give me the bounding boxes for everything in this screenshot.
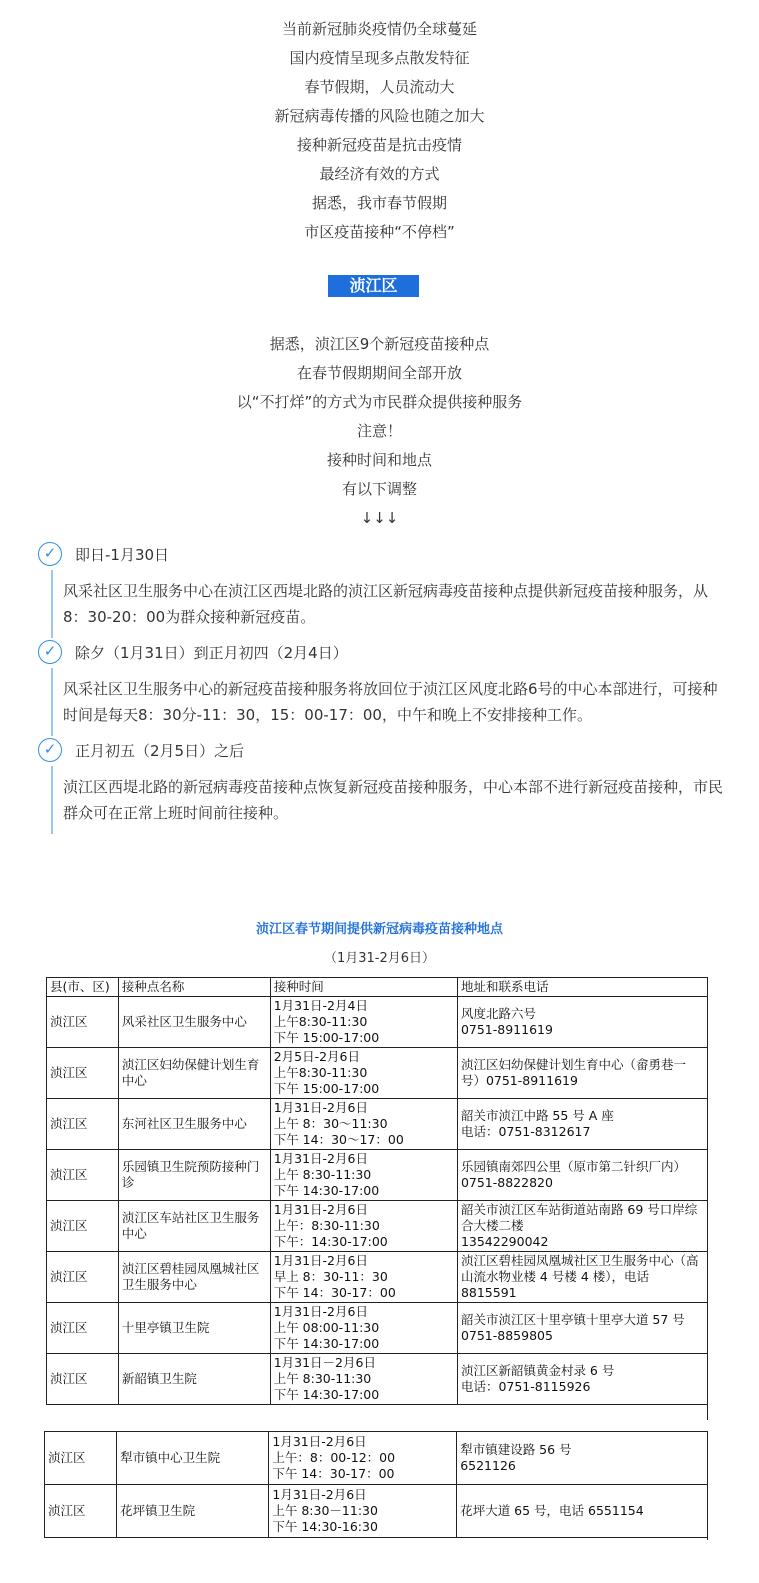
table-row <box>47 1048 708 1099</box>
district-badge: 浈江区 <box>328 275 419 297</box>
intro-line: 市区疫苗接种“不停档” <box>304 223 455 241</box>
cell-time <box>270 1201 457 1252</box>
timeline-item-title: 除夕（1月31日）到正月初四（2月4日） <box>75 644 348 662</box>
time-line: 上午 8：30～11:30 <box>273 1116 388 1131</box>
address-line: 韶关市浈江中路 55 号 A 座 <box>460 1108 614 1123</box>
cell-site-name: 风采社区卫生服务中心 <box>118 997 270 1048</box>
cell-time <box>270 1354 457 1405</box>
cell-site-name: 乐园镇卫生院预防接种门诊 <box>118 1150 270 1201</box>
table-row <box>47 1099 708 1150</box>
time-line: 上午：8：00-12：00 <box>272 1450 396 1465</box>
cell-time <box>269 1432 457 1485</box>
table-row <box>45 1432 708 1485</box>
cell-time <box>270 1048 457 1099</box>
cell-site-name: 东河社区卫生服务中心 <box>118 1099 270 1150</box>
checkmark-circle-icon: ✓ <box>38 542 62 566</box>
cell-address <box>457 1303 707 1354</box>
time-line: 1月31日-2月4日 <box>273 998 368 1013</box>
cell-time <box>270 1303 457 1354</box>
time-line: 下午：14:30-17:00 <box>273 1234 388 1249</box>
cell-county: 浈江区 <box>47 1099 119 1150</box>
address-line: 13542290042 <box>460 1234 549 1249</box>
timeline-item-title: 正月初五（2月5日）之后 <box>75 742 245 760</box>
cell-county: 浈江区 <box>45 1432 117 1485</box>
vaccination-sites-table-continued <box>44 1431 708 1538</box>
header-site-name: 接种点名称 <box>118 978 270 997</box>
vaccination-sites-table <box>46 977 708 1405</box>
table-right-edge <box>707 977 708 1420</box>
address-line: 乐园镇南郊四公里（原市第二针织厂内） <box>460 1159 686 1174</box>
schedule-timeline <box>36 540 726 834</box>
checkmark-circle-icon: ✓ <box>38 640 62 664</box>
time-line: 下午 14:30-16:30 <box>272 1519 378 1534</box>
cell-county: 浈江区 <box>47 1303 119 1354</box>
time-line: 上午8:30-11:30 <box>273 1014 368 1029</box>
cell-county: 浈江区 <box>47 1252 119 1303</box>
time-line: 下午 15:00-17:00 <box>273 1081 380 1096</box>
cell-site-name: 犁市镇中心卫生院 <box>117 1432 269 1485</box>
address-line: 韶关市浈江区十里亭镇十里亭大道 57 号 <box>460 1312 685 1327</box>
cell-county: 浈江区 <box>47 1048 119 1099</box>
address-line: 浈江区新韶镇黄金村录 6 号 <box>460 1363 615 1378</box>
table-row <box>47 1354 708 1405</box>
table-title: 浈江区春节期间提供新冠病毒疫苗接种地点 <box>255 922 503 937</box>
cell-address <box>457 1432 708 1485</box>
intro-line: 春节假期，人员流动大 <box>304 78 455 96</box>
address-line: 风度北路六号 <box>460 1006 536 1021</box>
time-line: 1月31日-2月6日 <box>273 1151 368 1166</box>
address-line: 浈江区妇幼保健计划生育中心（畲勇巷一号）0751-8911619 <box>460 1057 686 1088</box>
time-line: 1月31日-2月6日 <box>272 1434 367 1449</box>
intro-section <box>0 15 759 247</box>
time-line: 下午 15:00-17:00 <box>273 1030 380 1045</box>
time-line: 下午 14：30～17：00 <box>273 1132 404 1147</box>
table-row <box>47 1303 708 1354</box>
table-row <box>47 997 708 1048</box>
header-county: 县(市、区) <box>47 978 119 997</box>
table-row <box>45 1485 708 1538</box>
time-line: 下午 14:30-17:00 <box>273 1387 380 1402</box>
table-row <box>47 1150 708 1201</box>
cell-address <box>457 1354 707 1405</box>
cell-site-name: 花坪镇卫生院 <box>117 1485 269 1538</box>
time-line: 1月31日－2月6日 <box>273 1355 376 1370</box>
time-line: 上午8:30-11:30 <box>273 1065 368 1080</box>
time-line: 1月31日-2月6日 <box>273 1304 368 1319</box>
cell-county: 浈江区 <box>47 1150 119 1201</box>
time-line: 下午 14:30-17:00 <box>273 1336 380 1351</box>
cell-county: 浈江区 <box>47 997 119 1048</box>
address-line: 6521126 <box>460 1458 516 1473</box>
time-line: 1月31日-2月6日 <box>273 1253 368 1268</box>
time-line: 1月31日-2月6日 <box>273 1202 368 1217</box>
table-row <box>47 1252 708 1303</box>
address-line: 电话：0751-8312617 <box>460 1124 591 1139</box>
cell-site-name: 浈江区妇幼保健计划生育中心 <box>118 1048 270 1099</box>
intro2-line: 接种时间和地点 <box>326 451 432 469</box>
timeline-item-header <box>36 540 726 570</box>
address-line: 0751-8822820 <box>460 1175 553 1190</box>
time-line: 1月31日-2月6日 <box>272 1487 367 1502</box>
address-line: 0751-8911619 <box>460 1022 553 1037</box>
cell-county: 浈江区 <box>45 1485 117 1538</box>
cell-address <box>457 997 707 1048</box>
cell-time <box>270 1252 457 1303</box>
intro2-line: 以“不打烊”的方式为市民群众提供接种服务 <box>236 393 523 411</box>
timeline-item-body: 浈江区西堤北路的新冠病毒疫苗接种点恢复新冠疫苗接种服务，中心本部不进行新冠疫苗接种，市民群众可在正常上班时间前往接种。 <box>51 766 726 834</box>
intro2-line: ↓↓↓ <box>360 509 399 527</box>
intro2-section <box>0 330 759 533</box>
time-line: 上午 8:30-11:30 <box>273 1167 372 1182</box>
intro-line: 接种新冠疫苗是抗击疫情 <box>296 136 462 154</box>
time-line: 上午 8:30-11:30 <box>273 1371 372 1386</box>
time-line: 上午：8:30-11:30 <box>273 1218 380 1233</box>
cell-time <box>270 1150 457 1201</box>
table-header-row <box>47 978 708 997</box>
cell-address <box>457 1048 707 1099</box>
table-subtitle: （1月31-2月6日） <box>323 951 436 966</box>
address-line: 电话：0751-8115926 <box>460 1379 591 1394</box>
intro2-line: 有以下调整 <box>341 480 417 498</box>
timeline-item-body: 风采社区卫生服务中心在浈江区西堤北路的浈江区新冠病毒疫苗接种点提供新冠疫苗接种服务，从8：30-20：00为群众接种新冠疫苗。 <box>51 570 726 638</box>
cell-address <box>457 1099 707 1150</box>
intro-line: 据悉，我市春节假期 <box>311 194 447 212</box>
address-line: 花坪大道 65 号，电话 6551154 <box>460 1503 644 1518</box>
table-row <box>47 1201 708 1252</box>
intro2-line: 注意！ <box>356 422 402 440</box>
time-line: 2月5日-2月6日 <box>273 1049 361 1064</box>
cell-county: 浈江区 <box>47 1201 119 1252</box>
cell-address <box>457 1150 707 1201</box>
address-line: 浈江区碧桂园凤凰城社区卫生服务中心（高山流水物业楼 4 号楼 4 楼），电话 8815591 <box>460 1253 699 1300</box>
time-line: 上午 08:00-11:30 <box>273 1320 380 1335</box>
cell-address <box>457 1201 707 1252</box>
time-line: 下午 14:30-17:00 <box>273 1183 380 1198</box>
cell-time <box>270 1099 457 1150</box>
time-line: 早上 8：30-11：30 <box>273 1269 388 1284</box>
time-line: 上午 8:30－11:30 <box>272 1503 378 1518</box>
cell-time <box>270 997 457 1048</box>
address-line: 0751-8859805 <box>460 1328 553 1343</box>
intro-line: 国内疫情呈现多点散发特征 <box>289 49 470 67</box>
cell-address <box>457 1252 707 1303</box>
time-line: 1月31日-2月6日 <box>273 1100 368 1115</box>
address-line: 韶关市浈江区车站街道站南路 69 号口岸综合大楼二楼 <box>460 1202 698 1233</box>
cell-site-name: 浈江区车站社区卫生服务中心 <box>118 1201 270 1252</box>
cell-site-name: 十里亭镇卫生院 <box>118 1303 270 1354</box>
cell-time <box>269 1485 457 1538</box>
timeline-item-header <box>36 638 726 668</box>
intro2-line: 在春节假期期间全部开放 <box>296 364 462 382</box>
timeline-item-title: 即日-1月30日 <box>75 546 170 564</box>
intro2-line: 据悉，浈江区9个新冠疫苗接种点 <box>269 335 490 353</box>
timeline-item-body: 风采社区卫生服务中心的新冠疫苗接种服务将放回位于浈江区风度北路6号的中心本部进行，可接种时间是每天8：30分-11：30，15：00-17：00，中午和晚上不安排接种工作。 <box>51 668 726 736</box>
header-time: 接种时间 <box>270 978 457 997</box>
intro-line: 新冠病毒传播的风险也随之加大 <box>274 107 485 125</box>
checkmark-circle-icon: ✓ <box>38 738 62 762</box>
cell-county: 浈江区 <box>47 1354 119 1405</box>
table2-right-edge <box>707 1431 708 1540</box>
cell-address <box>457 1485 708 1538</box>
time-line: 下午 14：30-17：00 <box>272 1466 395 1481</box>
time-line: 下午 14：30-17：00 <box>273 1285 396 1300</box>
cell-site-name: 新韶镇卫生院 <box>118 1354 270 1405</box>
cell-site-name: 浈江区碧桂园凤凰城社区卫生服务中心 <box>118 1252 270 1303</box>
intro-line: 当前新冠肺炎疫情仍全球蔓延 <box>281 20 477 38</box>
address-line: 犁市镇建设路 56 号 <box>460 1442 572 1457</box>
header-address: 地址和联系电话 <box>457 978 707 997</box>
intro-line: 最经济有效的方式 <box>319 165 440 183</box>
timeline-item-header <box>36 736 726 766</box>
